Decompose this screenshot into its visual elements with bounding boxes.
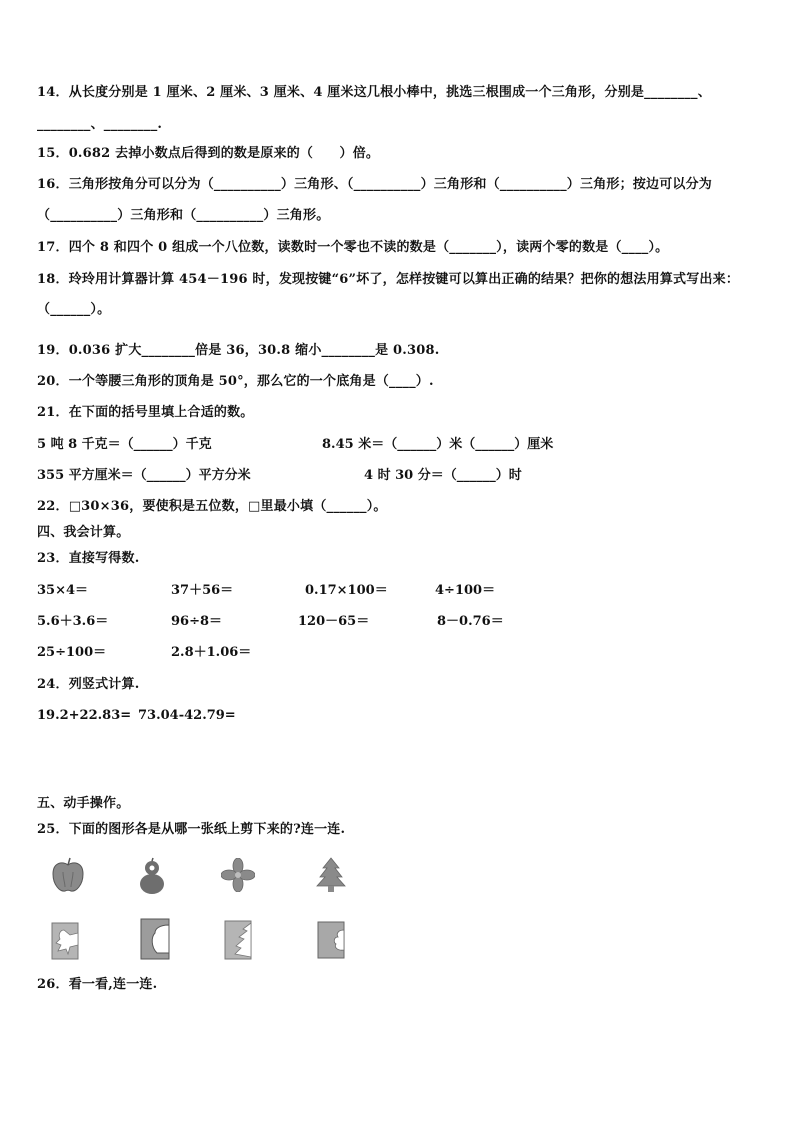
flower-shape[interactable] xyxy=(221,858,255,892)
q24-expression-b: 73.04-42.79= xyxy=(138,708,236,723)
paper-flower-cutout[interactable] xyxy=(316,920,348,960)
calc-cell: 35×4＝ xyxy=(37,583,89,598)
calc-cell: 0.17×100＝ xyxy=(305,583,388,598)
q18-line-1: 18．玲玲用计算器计算 454－196 时，发现按键“6”坏了，怎样按键可以算出正确的结果？把你的想法用算式写出来： xyxy=(37,272,740,287)
calc-cell: 8－0.76＝ xyxy=(437,614,504,629)
q23-line: 23．直接写得数. xyxy=(37,551,140,566)
q21-row2-right: 4 时 30 分＝（______）时 xyxy=(364,468,522,483)
q17-line: 17．四个 8 和四个 0 组成一个八位数，读数时一个零也不读的数是（_______），读两个零的数是（____）。 xyxy=(37,240,669,255)
q21-row1-right: 8.45 米＝（______）米（______）厘米 xyxy=(322,437,554,452)
calc-cell: 37＋56＝ xyxy=(171,583,234,598)
q16-line-1: 16．三角形按角分可以分为（__________）三角形、（__________）三角形和（__________）三角形；按边可以分为 xyxy=(37,177,712,192)
q25-line: 25．下面的图形各是从哪一张纸上剪下来的?连一连. xyxy=(37,822,346,837)
calc-cell: 25÷100＝ xyxy=(37,645,107,660)
calc-cell: 120－65＝ xyxy=(298,614,370,629)
calc-cell: 4÷100＝ xyxy=(435,583,496,598)
q20-line: 20．一个等腰三角形的顶角是 50°，那么它的一个底角是（____）. xyxy=(37,374,434,389)
apple-shape[interactable] xyxy=(49,856,87,894)
calc-cell: 2.8＋1.06＝ xyxy=(171,645,252,660)
paper-apple-cutout[interactable] xyxy=(50,921,82,961)
calc-cell: 5.6＋3.6＝ xyxy=(37,614,109,629)
section-5-heading: 五、动手操作。 xyxy=(37,796,130,811)
q22-line: 22．□30×36，要使积是五位数，□里最小填（______）。 xyxy=(37,499,387,514)
q15-line: 15．0.682 去掉小数点后得到的数是原来的（ ）倍。 xyxy=(37,146,380,161)
q14-line-1: 14．从长度分别是 1 厘米、2 厘米、3 厘米、4 厘米这几根小棒中，挑选三根围成一个三角形，分别是________、 xyxy=(37,85,711,100)
q21-row2-left: 355 平方厘米＝（______）平方分米 xyxy=(37,468,251,483)
q19-line: 19．0.036 扩大________倍是 36，30.8 缩小________是 0.308. xyxy=(37,343,440,358)
q21-line: 21．在下面的括号里填上合适的数。 xyxy=(37,405,254,420)
q21-row1-left: 5 吨 8 千克＝（______）千克 xyxy=(37,437,212,452)
section-4-heading: 四、我会计算。 xyxy=(37,525,130,540)
q24-line: 24．列竖式计算. xyxy=(37,677,140,692)
q24-expression-a: 19.2+22.83= xyxy=(37,708,132,723)
q26-line: 26．看一看,连一连. xyxy=(37,977,158,992)
q14-line-2: ________、________. xyxy=(37,117,163,132)
q16-line-2: （__________）三角形和（__________）三角形。 xyxy=(37,208,330,223)
calc-cell: 96÷8＝ xyxy=(171,614,223,629)
gourd-shape[interactable] xyxy=(136,857,168,895)
tree-shape[interactable] xyxy=(314,856,348,894)
paper-gourd-cutout[interactable] xyxy=(139,917,173,961)
paper-tree-cutout[interactable] xyxy=(223,919,255,961)
q18-line-2: （______）。 xyxy=(37,302,111,317)
